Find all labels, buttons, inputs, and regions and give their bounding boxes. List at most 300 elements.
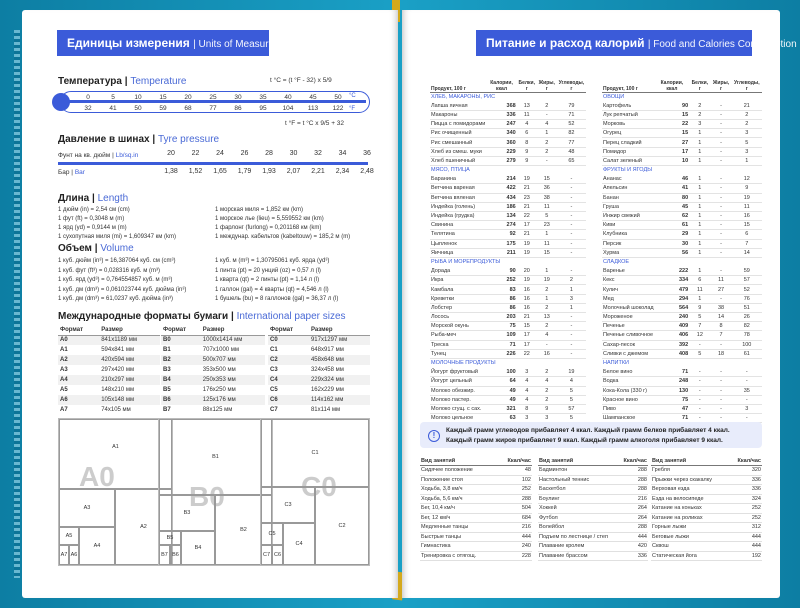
activity-kcal: 288 (619, 523, 648, 533)
paper-title: Международные форматы бумаги | International paper sizes (58, 311, 346, 322)
paper-row (58, 375, 160, 385)
activity-kcal: 336 (619, 551, 648, 561)
food-row (430, 211, 586, 220)
activity-kcal: 102 (497, 475, 532, 485)
food-fat: 4 (537, 331, 557, 340)
food-row (430, 221, 586, 230)
diagram-c-c5: C5 (261, 523, 283, 545)
diagram-b-b7: B7 (159, 545, 170, 565)
activity-row (420, 494, 532, 504)
food-carbs: 21 (732, 101, 762, 110)
food-name: Печенье сливочное (603, 332, 654, 339)
food-fat: - (710, 110, 731, 119)
food-row (430, 110, 586, 119)
food-protein: 15 (517, 322, 537, 331)
activity-kcal: 444 (497, 532, 532, 542)
food-kcal: 22 (655, 120, 690, 129)
food-carbs: 1 (557, 303, 586, 312)
food-protein: 17 (517, 340, 537, 349)
food-kcal: 203 (486, 313, 516, 322)
activity-kcal: 324 (730, 494, 762, 504)
food-fat: 2 (537, 386, 557, 395)
food-row (602, 404, 762, 413)
info-icon: ! (428, 430, 440, 442)
page-edges (14, 30, 20, 578)
fahrenheit-tick: 41 (109, 105, 117, 112)
celsius-tick: 40 (284, 94, 292, 101)
paper-format: B7 (163, 407, 171, 413)
food-kcal: 334 (655, 276, 690, 285)
header-size: Размер (309, 325, 370, 335)
food-protein: 4 (517, 386, 537, 395)
tyre-psi-value: 36 (363, 150, 371, 157)
food-fat: 15 (537, 248, 557, 257)
food-name: Хлеб из смеш. муки (430, 147, 486, 156)
food-carbs: 7 (732, 239, 762, 248)
food-kcal: 83 (486, 285, 516, 294)
food-name: Треска (430, 340, 486, 349)
food-fat: 2 (537, 368, 557, 377)
food-fat: 5 (537, 211, 557, 220)
food-kcal: 49 (486, 395, 516, 404)
food-kcal: 86 (486, 303, 516, 312)
food-carbs: - (557, 184, 586, 193)
volume-line: 1 галлон (gal) = 4 кварты (qt) = 4,546 л (l) (215, 286, 329, 293)
paper-size: 324x458 мм (310, 367, 344, 373)
fahrenheit-tick: 50 (134, 105, 142, 112)
volume-line: 1 куб. дм (dm³) = 0,061023744 куб. дюйма (in³) (58, 286, 187, 293)
food-name: Тунец (430, 349, 486, 358)
food-fat: 2 (537, 138, 557, 147)
food-carbs: - (557, 322, 586, 331)
food-protein: 19 (517, 175, 537, 184)
food-name: Сливки с джемом (602, 349, 655, 358)
food-row (430, 322, 586, 331)
food-carbs: 59 (732, 267, 762, 276)
food-protein: 21 (517, 313, 537, 322)
celsius-tick: 10 (134, 94, 142, 101)
food-banner-title: Питание и расход калорий (486, 36, 645, 50)
paper-row (268, 375, 370, 385)
food-name: Молоко пастер. (430, 395, 486, 404)
food-protein: 21 (517, 202, 537, 211)
temp-title: Температура | Temperature (58, 76, 187, 87)
food-carbs: 82 (732, 322, 762, 331)
activity-name: Подъем по лестнице / степ (538, 532, 619, 542)
volume-line: 1 куб. дм (dm³) = 61,0237 куб. дюйма (in³) (58, 296, 174, 302)
food-name: Морковь (602, 120, 655, 129)
activity-row (420, 475, 532, 485)
paper-table-header (268, 325, 370, 335)
food-category-label: РЫБА И МОРЕПРОДУКТЫ (431, 259, 501, 266)
food-protein: 4 (517, 395, 537, 404)
food-name: Красное вино (602, 395, 655, 404)
length-line: 1 дюйм (in) = 2,54 см (cm) (58, 207, 130, 213)
food-carbs: 77 (557, 138, 586, 147)
food-row (602, 156, 762, 165)
food-name: Груша (602, 202, 655, 211)
activity-header (651, 456, 762, 466)
food-protein: 23 (517, 193, 537, 202)
tyre-bar-value: 2,48 (360, 168, 374, 175)
food-row (430, 377, 586, 386)
food-protein: 11 (689, 285, 710, 294)
food-row (602, 248, 762, 257)
activity-kcal: 336 (730, 475, 762, 485)
food-carbs: 19 (557, 368, 586, 377)
fahrenheit-tick: 113 (307, 105, 319, 112)
food-row (602, 202, 762, 211)
food-fat: - (710, 175, 731, 184)
food-fat: 38 (537, 193, 557, 202)
paper-format: B0 (161, 335, 201, 345)
food-fat: 1 (537, 230, 557, 239)
food-row (430, 395, 586, 404)
food-protein: 9 (517, 156, 537, 165)
food-protein: 20 (517, 267, 537, 276)
volume-line: 1 куб. ярд (yd³) = 0,764554857 куб. м (m³) (58, 277, 173, 283)
activity-kcal: 252 (730, 504, 762, 514)
activity-kcal: 288 (619, 466, 648, 476)
food-name: Йогурт цельный (430, 377, 486, 386)
diagram-a-a7: A7 (59, 545, 69, 565)
paper-size: 210x297 мм (99, 375, 160, 385)
food-name: Сахар-песок (602, 340, 655, 349)
food-carbs: 2 (732, 110, 762, 119)
food-protein: 17 (517, 221, 537, 230)
paper-row (268, 385, 370, 395)
paper-row (58, 395, 160, 405)
food-name: Мед (602, 294, 655, 303)
diagram-a-a5: A5 (59, 527, 79, 545)
activity-kcal: 312 (730, 523, 762, 533)
food-name: Лапша яичная (430, 101, 486, 110)
activity-row (538, 542, 648, 552)
food-kcal: 61 (655, 221, 690, 230)
celsius-unit: °C (349, 93, 356, 99)
food-carbs: 3 (732, 129, 762, 138)
food-fat: 7 (710, 331, 731, 340)
food-fat: - (710, 239, 731, 248)
volume-title-ru: Объем (58, 243, 92, 254)
food-row (430, 349, 586, 358)
celsius-tick: 15 (159, 94, 167, 101)
activity-kcal: 444 (730, 542, 762, 552)
activity-kcal: 504 (497, 504, 532, 514)
tyre-psi-value: 26 (240, 150, 249, 157)
food-row (430, 340, 586, 349)
units-banner-title: Единицы измерения (67, 36, 190, 50)
food-carbs: 26 (732, 313, 762, 322)
food-name: Молоко цельное (430, 414, 486, 423)
diagram-a (58, 418, 173, 566)
food-carbs: 82 (557, 129, 586, 138)
food-fat: - (710, 138, 731, 147)
diagram-a-a1: A1 (59, 419, 172, 489)
food-name: Молоко обезжир. (430, 386, 486, 395)
food-name: Молоко сгущ. с сах. (430, 404, 486, 413)
paper-size: 250x353 мм (201, 375, 265, 385)
food-kcal: 46 (655, 175, 690, 184)
food-name: Хурма (602, 248, 655, 257)
paper-title-ru: Международные форматы бумаги (58, 311, 229, 322)
diagram-c-c3: C3 (261, 487, 315, 523)
food-row (430, 368, 586, 377)
food-row (430, 331, 586, 340)
activity-row (420, 523, 532, 533)
food-carbs: 5 (557, 386, 586, 395)
activity-kcal: 288 (497, 494, 532, 504)
food-carbs: 78 (732, 331, 762, 340)
food-protein: 1 (689, 248, 710, 257)
food-carbs: 61 (732, 349, 762, 358)
celsius-tick: 30 (234, 94, 242, 101)
food-kcal: 27 (655, 138, 690, 147)
activity-name: Футбол (538, 513, 619, 523)
food-name: Пицца с помидорами (431, 121, 486, 128)
activity-row (538, 532, 648, 542)
paper-size: 88x125 мм (202, 407, 233, 413)
food-carbs: 48 (557, 147, 586, 156)
food-name: Свинина (430, 221, 486, 230)
food-fat: - (537, 110, 557, 119)
length-line: 1 сухопутная миля (mi) = 1,609347 км (km) (58, 234, 176, 240)
food-protein: 1 (689, 202, 710, 211)
diagram-a-a4: A4 (79, 527, 115, 565)
food-kcal: 41 (655, 184, 690, 193)
paper-format: C6 (268, 395, 309, 405)
paper-size: 114x162 мм (309, 395, 370, 405)
food-carbs: - (732, 414, 762, 423)
food-name: Шампанское (602, 414, 655, 423)
food-name: Перец сладкий (602, 138, 655, 147)
food-kcal: 134 (486, 211, 516, 220)
food-protein: 3 (517, 414, 537, 423)
tyre-title-ru: Давление в шинах (58, 134, 150, 145)
food-fat: 36 (537, 184, 557, 193)
diagram-a-big: A0 (79, 461, 115, 492)
length-line: 1 морское лье (lieu) = 5,559552 км (km) (215, 216, 324, 222)
paper-format: A7 (60, 407, 68, 413)
food-table-right (602, 78, 762, 423)
food-fat: 8 (710, 322, 731, 331)
food-kcal: 274 (486, 221, 516, 230)
volume-line: 1 бушель (bu) = 8 галлонов (gal) = 36,37 л (l) (215, 296, 339, 302)
activity-kcal: 336 (730, 485, 762, 495)
food-category (430, 358, 586, 367)
activity-row (420, 551, 532, 561)
paper-row (268, 355, 370, 365)
food-fat: 38 (710, 303, 731, 312)
activity-row (651, 551, 762, 561)
food-row (602, 120, 762, 129)
diagram-c-c7: C7 (261, 545, 272, 565)
activity-name: Гимнастика (420, 542, 497, 552)
paper-row (268, 335, 370, 345)
food-kcal: 30 (655, 239, 690, 248)
food-kcal: 63 (486, 414, 516, 423)
calorie-note-line2: Каждый грамм жиров прибавляет 9 ккал. Каждый грамм алкоголя прибавляет 9 ккал. (446, 437, 723, 444)
activity-row (651, 466, 762, 476)
food-carbs: - (557, 202, 586, 211)
food-category-label: МОЛОЧНЫЕ ПРОДУКТЫ (431, 360, 496, 367)
food-fat: - (710, 395, 731, 404)
activity-name: Статическая йога (651, 551, 730, 561)
food-fat: - (710, 101, 731, 110)
paper-table-header (161, 325, 265, 335)
food-carbs: - (557, 349, 586, 358)
food-fat: 2 (537, 303, 557, 312)
food-protein: 17 (517, 331, 537, 340)
food-name: Салат зеленый (602, 156, 655, 165)
food-protein: 1 (689, 267, 710, 276)
food-header-cell: Продукт, 100 г (602, 78, 655, 92)
fahrenheit-tick: 77 (209, 105, 217, 112)
food-kcal: 406 (655, 331, 690, 340)
calorie-note-line1: Каждый грамм углеводов прибавляет 4 ккал. Каждый грамм белков прибавляет 4 ккал. (446, 427, 730, 434)
food-protein: 19 (517, 239, 537, 248)
activity-name: Бег, 12 км/ч (420, 513, 497, 523)
food-carbs: 9 (732, 184, 762, 193)
food-row (602, 147, 762, 156)
paper-size: 420x594 мм (99, 355, 160, 365)
volume-line: 1 пинта (pt) = 20 унций (oz) = 0,57 л (l) (215, 267, 321, 274)
food-row (602, 368, 762, 377)
food-fat: - (710, 184, 731, 193)
food-kcal: 90 (655, 101, 690, 110)
paper-row (58, 335, 160, 345)
fahrenheit-unit: °F (349, 106, 356, 112)
activity-row (538, 523, 648, 533)
diagram-b-b3: B3 (159, 495, 215, 531)
tyre-psi-value: 34 (338, 150, 347, 157)
food-row (430, 230, 586, 239)
activity-row (538, 504, 648, 514)
units-banner: Единицы измерения | Units of Measurement (57, 30, 269, 56)
food-row (430, 285, 586, 294)
fahrenheit-tick: 68 (184, 105, 192, 112)
food-kcal: 222 (655, 267, 690, 276)
food-banner-sub: Food and Calories Consumption (653, 39, 797, 50)
food-row (430, 138, 586, 147)
celsius-tick: 5 (111, 94, 115, 101)
food-kcal: 17 (655, 147, 690, 156)
food-carbs: 35 (732, 386, 762, 395)
food-carbs: - (557, 239, 586, 248)
paper-format: B6 (161, 395, 201, 405)
header-size: Размер (99, 325, 160, 335)
units-banner-sub: Units of Measurement (198, 39, 297, 50)
paper-size: 297x420 мм (101, 367, 135, 373)
diagram-c-big: C0 (301, 471, 337, 502)
length-line: 1 междунар. кабельтов (kabeltouw) = 185,2 м (m) (215, 234, 351, 240)
activity-name: Хоккей (538, 504, 619, 514)
food-category (430, 92, 586, 101)
activity-header (420, 456, 532, 466)
food-kcal: 15 (655, 129, 690, 138)
paper-row (268, 395, 370, 405)
food-fat: 2 (537, 147, 557, 156)
activity-kcal: 288 (619, 475, 648, 485)
paper-size: 500x707 мм (201, 355, 265, 365)
food-row (602, 322, 762, 331)
celsius-tick: 35 (259, 94, 267, 101)
food-row (430, 313, 586, 322)
fahrenheit-tick: 86 (234, 105, 242, 112)
food-fat: - (537, 340, 557, 349)
food-name: Индейка (грудка) (430, 211, 486, 220)
paper-row (161, 395, 265, 405)
activity-table-2 (538, 456, 648, 561)
food-kcal: 71 (655, 414, 690, 423)
tyre-title-en: Tyre pressure (157, 134, 220, 145)
tyre-psi-value: 20 (167, 150, 175, 157)
diagram-a-a3: A3 (59, 489, 115, 527)
food-name: Помидор (602, 147, 655, 156)
food-row (430, 120, 586, 129)
food-protein: 2 (689, 110, 710, 119)
food-kcal: 71 (486, 340, 516, 349)
activity-kcal: 216 (497, 523, 532, 533)
food-kcal: 109 (486, 331, 516, 340)
food-name: Йогурт фруктовый (430, 368, 486, 377)
food-fat: 16 (537, 349, 557, 358)
volume-line: 1 куб. м (m³) = 1,30795061 куб. ярда (yd³) (215, 258, 330, 264)
activity-name: Гребля (651, 466, 730, 476)
food-header (430, 78, 586, 92)
fahrenheit-tick: 122 (332, 105, 344, 112)
tyre-psi-value: 24 (216, 150, 224, 157)
length-line: 1 морская миля = 1,852 км (km) (215, 207, 303, 213)
activity-kcal: 684 (497, 513, 532, 523)
food-name: Печенье (602, 322, 655, 331)
food-fat: - (710, 248, 731, 257)
activity-row (420, 542, 532, 552)
tyre-row2-label: Бар | Bar (58, 169, 85, 176)
food-name: Икра (430, 276, 486, 285)
food-fat: 13 (537, 313, 557, 322)
food-category-label: ХЛЕБ, МАКАРОНЫ, РИС (431, 93, 496, 100)
food-fat: - (710, 156, 731, 165)
food-carbs: 6 (732, 230, 762, 239)
food-fat: 11 (537, 202, 557, 211)
food-protein: 13 (517, 101, 537, 110)
food-protein: 1 (689, 211, 710, 220)
paper-format: A4 (58, 375, 99, 385)
food-category (430, 166, 586, 175)
food-name: Цыпленок (430, 239, 486, 248)
tyre-bar-value: 2,34 (335, 168, 350, 175)
fahrenheit-tick: 104 (282, 105, 294, 112)
food-kcal: 186 (486, 202, 516, 211)
food-carbs: - (557, 175, 586, 184)
food-row (602, 193, 762, 202)
food-fat: - (710, 202, 731, 211)
diagram-c-c1: C1 (261, 419, 369, 487)
food-header-cell: Углеводы, г (558, 79, 585, 92)
tyre-bar-value: 1,52 (188, 168, 203, 175)
activity-row (651, 504, 762, 514)
food-carbs: 2 (557, 276, 586, 285)
food-name: Баранина (430, 175, 486, 184)
food-banner: Питание и расход калорий | Food and Calories Consumption (476, 30, 752, 56)
activity-name: Сквош (651, 542, 730, 552)
temp-formula-1: t °C = (t °F - 32) x 5/9 (270, 77, 332, 84)
paper-format: A1 (60, 347, 68, 353)
paper-row (161, 405, 265, 415)
celsius-tick: 50 (334, 94, 342, 101)
food-fat: 1 (537, 267, 557, 276)
